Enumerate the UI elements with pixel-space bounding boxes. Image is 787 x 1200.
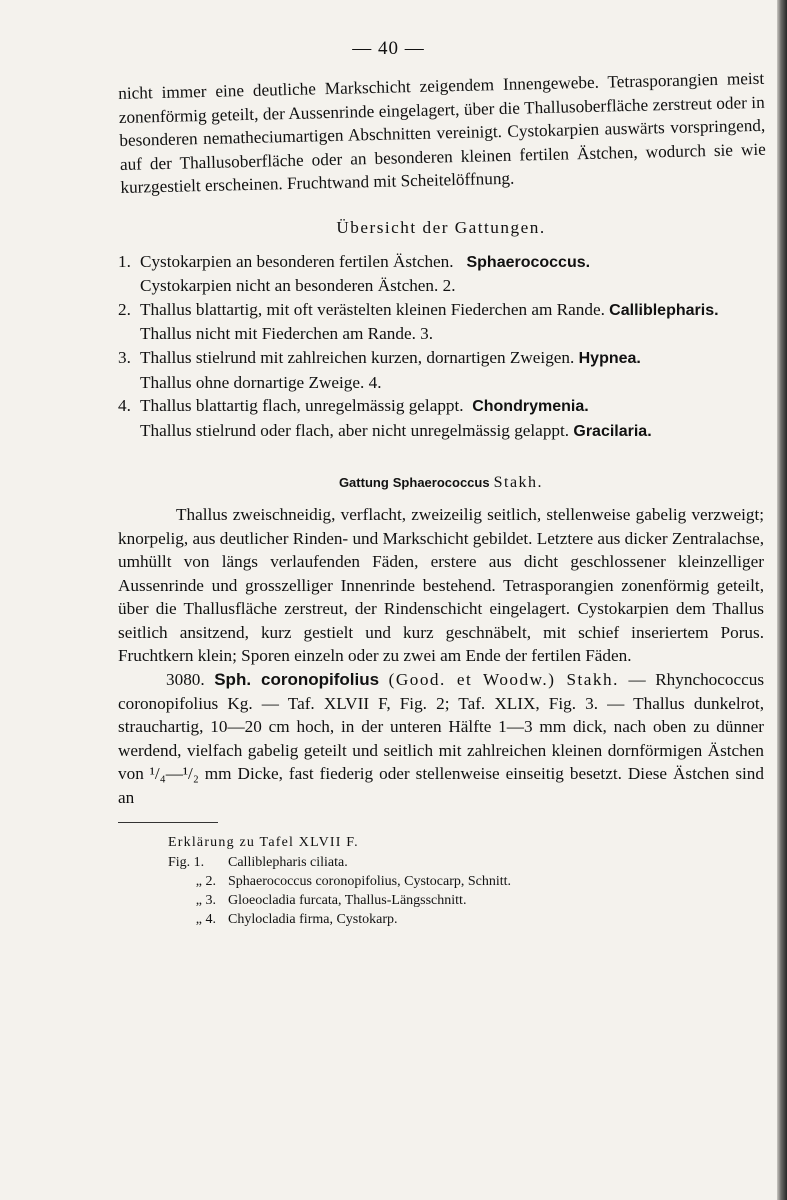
key-row — [118, 274, 764, 298]
key-number: 4. — [118, 396, 131, 416]
key-number — [118, 419, 140, 444]
plate-explanation-heading: Erklärung zu Tafel XLVII F. — [168, 834, 359, 850]
key-text: Thallus stielrund mit zahlreichen kurzen, dornartigen Zweigen. — [140, 347, 575, 367]
key-text: Thallus blattartig flach, unregelmässig gelappt. — [140, 396, 464, 416]
key-number — [118, 322, 140, 346]
plate-item — [168, 872, 764, 891]
key-genus: Sphaerococcus. — [466, 253, 591, 271]
species-name: Sph. coronopifolius — [214, 670, 380, 690]
species-authority: (Good. et Woodw.) Stakh. — [388, 670, 619, 690]
key-number — [118, 274, 140, 298]
key-row — [118, 371, 764, 395]
plate-item-text: Sphaerococcus coronopifolius, Cystocarp, Schnitt. — [228, 873, 512, 889]
plate-explanation — [118, 833, 764, 929]
plate-item-text: Gloeocladia furcata, Thallus-Längsschnitt. — [228, 892, 467, 908]
key-number: 2. — [118, 299, 131, 319]
intro-paragraph: nicht immer eine deutliche Markschicht zeigendem Innengewebe. Tetrasporangien meist zonenförmig geteilt, der Aussenrinde eingelagert, über die Thallusoberfläche zerstreut oder in besonderen nematheciumartigen Abschnitten vereinigt. Cystokarpien auswärts vorspringend, auf der Thallusoberfläche oder an besonderen kleinen fertilen Ästchen, wodurch sie wie kurzgestielt erscheinen. Fruchtwand mit Scheitelöffnung. — [118, 68, 766, 198]
species-entry — [118, 668, 764, 810]
plate-item-label: „ 4. — [195, 911, 216, 927]
plate-item-label: „ 2. — [195, 873, 216, 889]
key-row — [118, 394, 764, 419]
key-text: Thallus nicht mit Fiederchen am Rande. 3. — [140, 324, 434, 344]
key-row — [118, 346, 764, 371]
genus-label: Gattung — [338, 475, 389, 491]
key-genus: Chondrymenia. — [472, 398, 589, 416]
plate-item-text: Calliblepharis ciliata. — [228, 854, 348, 870]
genus-title — [118, 471, 764, 495]
key-number: 1. — [118, 251, 131, 271]
plate-item-label: Fig. 1. — [168, 854, 205, 870]
key-number — [118, 371, 140, 395]
plate-item — [168, 853, 764, 872]
key-number: 3. — [118, 347, 131, 367]
plate-item — [168, 891, 764, 910]
key-text: Thallus ohne dornartige Zweige. 4. — [140, 372, 382, 392]
species-text: — Rhynchococcus coronopifolius Kg. — Taf. XLVII F, Fig. 2; Taf. XLIX, Fig. 3. — Thallus dunkelrot, strauchartig, 10—20 cm hoch, in der unteren Hälfte 1—3 mm dick, nach oben zu dünner werdend, vielfach gabelig geteilt und seitlich mit zahlreichen kleinen dornförmigen Ästchen von ¹/₄—¹/₂ mm Dicke, fast fiederig oder stellenweise einseitig besetzt. Diese Ästchen sind an — [118, 670, 765, 808]
key-genus: Gracilaria. — [573, 422, 652, 440]
genus-key — [118, 250, 764, 444]
key-text: Thallus stielrund oder flach, aber nicht unregelmässig gelappt. — [140, 420, 570, 440]
footnote-divider — [118, 822, 218, 823]
page-content — [118, 68, 766, 929]
key-text: Cystokarpien nicht an besonderen Ästchen. 2. — [140, 276, 456, 296]
plate-item — [168, 910, 764, 929]
key-genus: Calliblepharis. — [609, 301, 719, 319]
genus-name: Sphaerococcus — [392, 475, 490, 491]
key-text: Cystokarpien an besonderen fertilen Ästchen. — [140, 251, 454, 271]
species-number: 3080. — [166, 670, 205, 690]
genus-description: Thallus zweischneidig, verflacht, zweizeilig seitlich, stellenweise gabelig verzweigt; knorpelig, aus deutlicher Rinden- und Markschicht gebildet. Letztere aus dicker Zentralachse, umhüllt von längs verlaufenden Fäden, erstere aus dicht geschlossener kleinzelliger Aussenrinde und grosszelliger Innenrinde bestehend. Tetrasporangien zonenförmig geteilt, über die Thallusfläche zerstreut, der Rindenschicht eingelagert. Cystokarpien dem Thallus seitlich ansitzend, kurz gestielt und kurz geschnäbelt, mit schief inseriertem Porus. Fruchtkern klein; Sporen einzeln oder zu zwei am Ende der fertilen Fäden. — [118, 504, 764, 666]
page-edge-shadow — [777, 0, 787, 1200]
plate-item-label: „ 3. — [195, 892, 216, 908]
overview-heading: Übersicht der Gattungen. — [336, 217, 546, 237]
page-number: — 40 — — [352, 38, 425, 59]
genus-author: Stakh. — [493, 474, 544, 492]
key-text: Thallus blattartig, mit oft verästelten kleinen Fiederchen am Rande. — [140, 299, 605, 319]
key-row — [118, 250, 764, 275]
key-row — [118, 322, 764, 346]
key-row — [118, 298, 764, 323]
key-row — [118, 419, 764, 444]
plate-item-text: Chylocladia firma, Cystokarp. — [228, 911, 398, 927]
key-genus: Hypnea. — [578, 349, 641, 367]
